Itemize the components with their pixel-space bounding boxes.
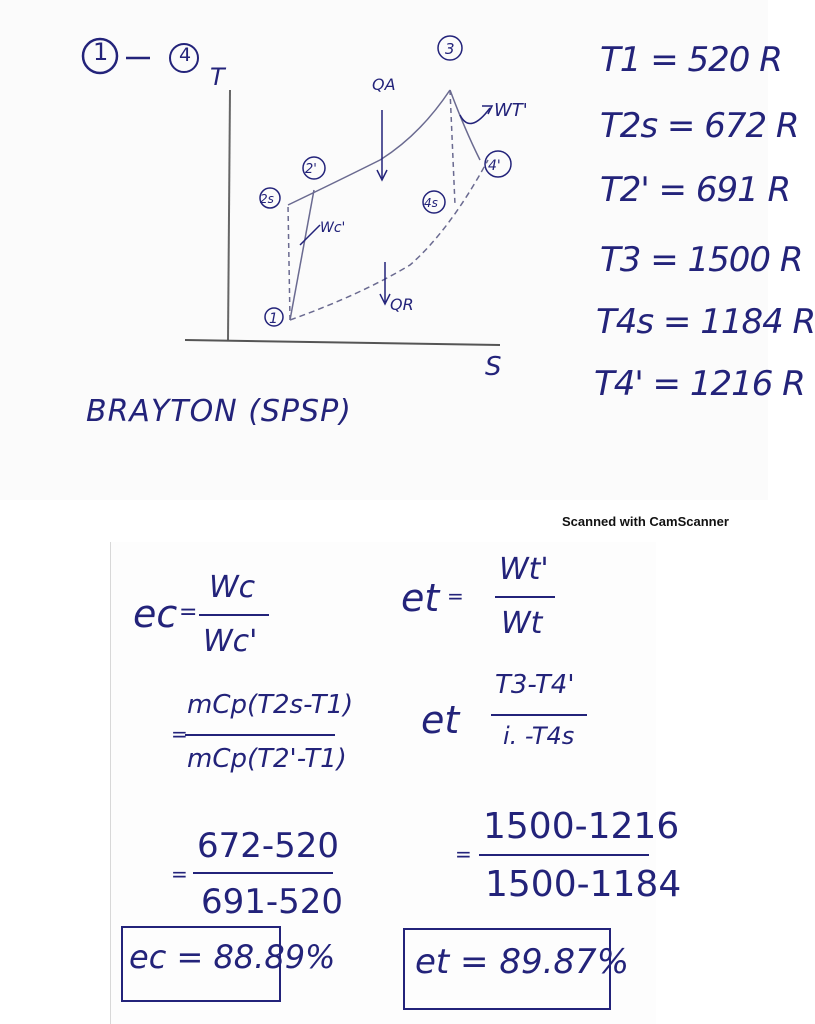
compressor-den1: Wc' <box>203 624 258 659</box>
wc-arrow <box>300 225 320 245</box>
turbine-den1: Wt <box>501 606 543 641</box>
compressor-num2: mCp(T2s-T1) <box>187 690 354 720</box>
compressor-eq1: = <box>179 600 198 625</box>
temp-t3: T3 = 1500 R <box>600 240 803 280</box>
turbine-result: et = 89.87% <box>415 942 629 982</box>
compressor-frac1 <box>199 614 269 616</box>
state-4p: 4' <box>488 158 501 174</box>
scan-page-1 <box>0 0 815 500</box>
compressor-den3: 691-520 <box>201 882 344 922</box>
header-range-end: 4 <box>179 44 192 66</box>
turbine-num3: 1500-1216 <box>483 806 680 847</box>
actual-compression <box>290 190 314 320</box>
axis-label-s: S <box>485 352 502 382</box>
turbine-symbol-2: et <box>421 698 460 742</box>
compressor-eq3: = <box>171 862 188 886</box>
header-range-start: 1 <box>93 38 109 66</box>
turbine-eq1: = <box>447 584 464 608</box>
compressor-result: ec = 88.89% <box>129 938 336 976</box>
wt-arrow <box>460 108 490 124</box>
compressor-eq2: = <box>171 722 188 746</box>
s-axis <box>185 340 500 345</box>
scanner-caption: Scanned with CamScanner <box>562 514 729 529</box>
turbine-frac1 <box>495 596 555 598</box>
turbine-eq3: = <box>455 842 472 866</box>
state-2s: 2s <box>260 192 274 206</box>
turbine-symbol: et <box>401 576 440 620</box>
turbine-frac3 <box>479 854 649 856</box>
isentropic-compression <box>288 205 290 320</box>
cycle-label: BRAYTON (SPSP) <box>86 394 352 429</box>
compressor-num1: Wc <box>209 570 256 605</box>
state-1: 1 <box>269 311 278 327</box>
temp-t2s: T2s = 672 R <box>600 106 799 146</box>
turbine-frac2 <box>491 714 587 716</box>
state-4s: 4s <box>424 196 438 210</box>
high-pressure-line <box>288 90 450 205</box>
compressor-frac2 <box>185 734 335 736</box>
turbine-num1: Wt' <box>499 552 549 587</box>
turbine-num2: T3-T4' <box>495 670 575 700</box>
scan-page-2 <box>110 542 682 1024</box>
label-wt: WT' <box>494 100 528 121</box>
label-wc: Wc' <box>320 220 346 236</box>
isentropic-expansion <box>450 90 455 205</box>
ts-diagram <box>180 40 540 380</box>
turbine-den3: 1500-1184 <box>485 864 682 905</box>
axis-label-t: T <box>210 63 225 91</box>
t-axis <box>228 90 230 340</box>
compressor-num3: 672-520 <box>197 826 340 866</box>
temp-t4p: T4' = 1216 R <box>594 364 805 404</box>
state-2p: 2' <box>305 162 317 177</box>
temp-t4s: T4s = 1184 R <box>596 302 815 342</box>
compressor-den2: mCp(T2'-T1) <box>187 744 347 774</box>
actual-expansion <box>450 90 480 160</box>
compressor-symbol: ec <box>133 592 178 636</box>
label-qa: QA <box>372 75 396 94</box>
temp-t1: T1 = 520 R <box>600 40 782 80</box>
compressor-frac3 <box>193 872 333 874</box>
label-qr: QR <box>390 295 414 314</box>
state-3: 3 <box>445 40 455 58</box>
turbine-den2: i. -T4s <box>503 722 575 750</box>
temp-t2p: T2' = 691 R <box>600 170 791 210</box>
